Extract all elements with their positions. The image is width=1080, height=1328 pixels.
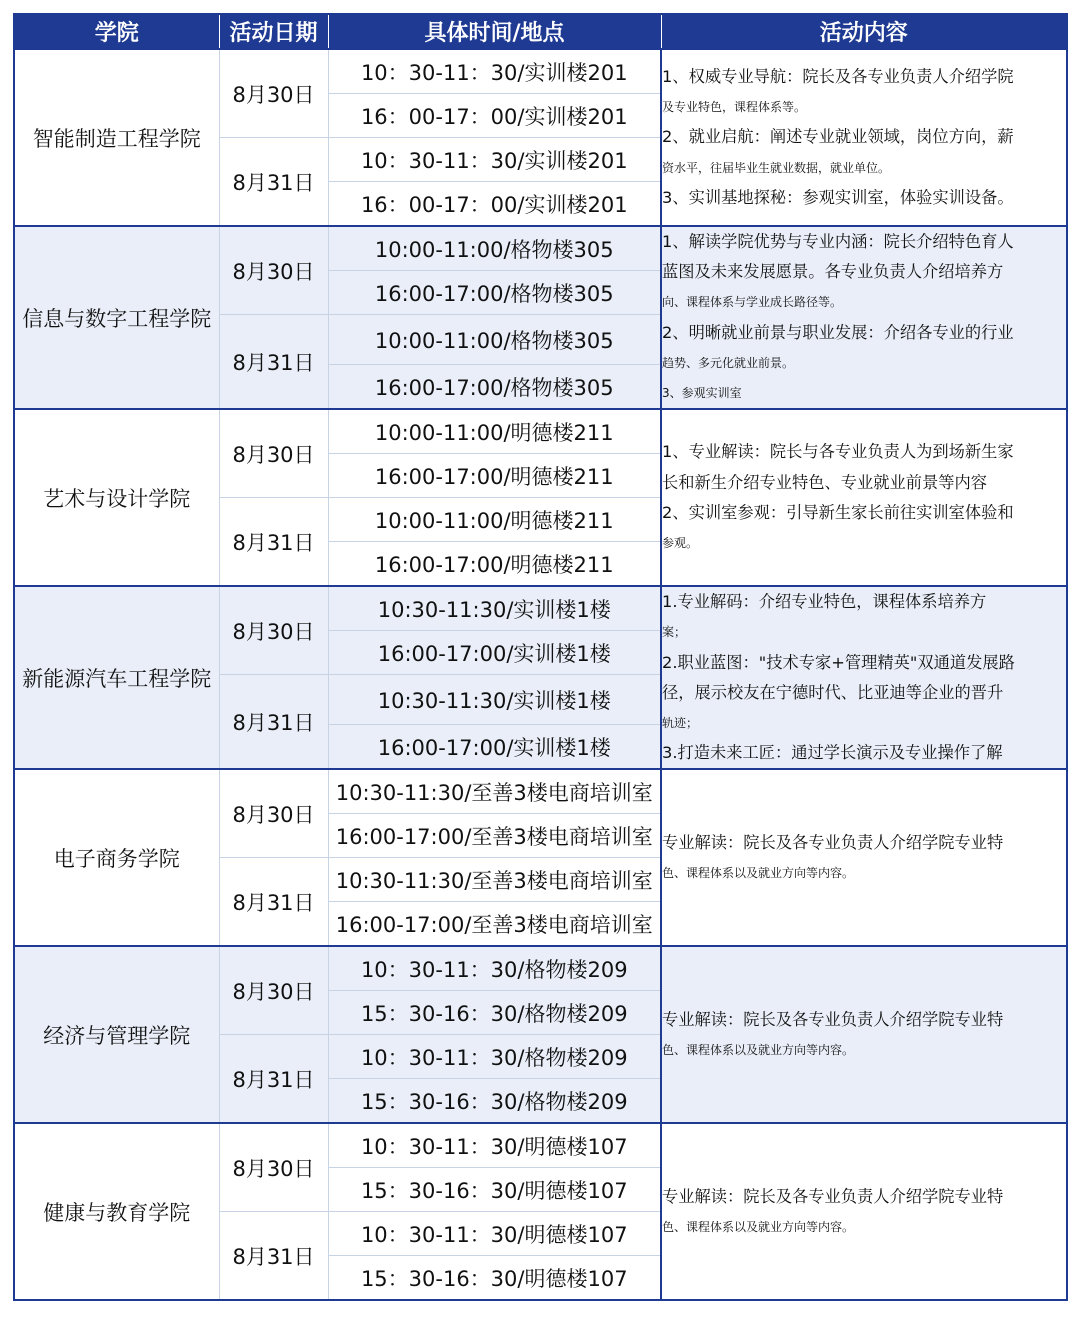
schedule-table [13, 13, 1068, 1301]
time-place-cell: 15：30-16：30/格物楼209 [328, 991, 661, 1035]
date-cell: 8月30日 [219, 409, 328, 498]
header-date: 活动日期 [219, 14, 328, 49]
time-place-cell: 10:00-11:00/明德楼211 [328, 409, 661, 454]
content-line: 3、参观实训室 [662, 386, 742, 401]
time-place-cell: 10：30-11：30/实训楼201 [328, 138, 661, 182]
college-cell: 经济与管理学院 [14, 946, 219, 1123]
time-place-cell: 16:00-17:00/格物楼305 [328, 271, 661, 315]
content-line: 2、就业启航：阐述专业就业领域，岗位方向，薪 [662, 127, 1014, 147]
time-place-cell: 15：30-16：30/明德楼107 [328, 1168, 661, 1212]
content-line: 3、实训基地探秘：参观实训室，体验实训设备。 [662, 187, 1014, 207]
content-line: 色、课程体系以及就业方向等内容。 [662, 1219, 855, 1234]
date-cell: 8月31日 [219, 315, 328, 410]
table-row [14, 49, 1067, 94]
date-cell: 8月31日 [219, 675, 328, 770]
content-line: 专业解读：院长及各专业负责人介绍学院专业特 [662, 1186, 1004, 1206]
date-cell: 8月30日 [219, 49, 328, 138]
date-cell: 8月31日 [219, 138, 328, 227]
time-place-cell: 16:00-17:00/至善3楼电商培训室 [328, 814, 661, 858]
table-row [14, 946, 1067, 991]
date-cell: 8月30日 [219, 946, 328, 1035]
header-content: 活动内容 [661, 14, 1067, 49]
college-cell: 艺术与设计学院 [14, 409, 219, 586]
content-line: 长和新生介绍专业特色、专业就业前景等内容 [662, 472, 987, 492]
content-line: 趋势、多元化就业前景。 [662, 355, 795, 370]
college-cell: 信息与数字工程学院 [14, 226, 219, 409]
content-line: 色、课程体系以及就业方向等内容。 [662, 1042, 855, 1057]
date-cell: 8月31日 [219, 498, 328, 587]
table-row [14, 409, 1067, 454]
time-place-cell: 10:30-11:30/至善3楼电商培训室 [328, 769, 661, 814]
content-line: 蓝图及未来发展愿景。各专业负责人介绍培养方 [662, 262, 1004, 282]
content-line: 2、实训室参观：引导新生家长前往实训室体验和 [662, 502, 1014, 522]
time-place-cell: 15：30-16：30/格物楼209 [328, 1079, 661, 1124]
content-cell [661, 49, 1067, 226]
header-college: 学院 [14, 14, 219, 49]
time-place-cell: 15：30-16：30/明德楼107 [328, 1256, 661, 1301]
content-line: 专业解读：院长及各专业负责人介绍学院专业特 [662, 1009, 1004, 1029]
date-cell: 8月31日 [219, 858, 328, 947]
header-time-place: 具体时间/地点 [328, 14, 661, 49]
time-place-cell: 10：30-11：30/明德楼107 [328, 1123, 661, 1168]
time-place-cell: 16:00-17:00/明德楼211 [328, 454, 661, 498]
time-place-cell: 16:00-17:00/格物楼305 [328, 365, 661, 410]
college-cell: 新能源汽车工程学院 [14, 586, 219, 769]
time-place-cell: 16：00-17：00/实训楼201 [328, 182, 661, 227]
content-cell [661, 409, 1067, 586]
date-cell: 8月30日 [219, 226, 328, 315]
content-line: 1、专业解读：院长与各专业负责人为到场新生家 [662, 442, 1014, 462]
college-cell: 健康与教育学院 [14, 1123, 219, 1300]
content-line: 2、明晰就业前景与职业发展：介绍各专业的行业 [662, 322, 1014, 342]
content-line: 及专业特色，课程体系等。 [662, 100, 807, 115]
content-line: 向、课程体系与学业成长路径等。 [662, 295, 843, 310]
time-place-cell: 10：30-11：30/格物楼209 [328, 1035, 661, 1079]
time-place-cell: 10：30-11：30/明德楼107 [328, 1212, 661, 1256]
college-cell: 智能制造工程学院 [14, 49, 219, 226]
schedule-body [14, 49, 1067, 1300]
time-place-cell: 10：30-11：30/实训楼201 [328, 49, 661, 94]
time-place-cell: 16:00-17:00/明德楼211 [328, 542, 661, 587]
time-place-cell: 10:00-11:00/明德楼211 [328, 498, 661, 542]
time-place-cell: 10:00-11:00/格物楼305 [328, 315, 661, 365]
content-cell [661, 769, 1067, 946]
content-line: 参观。 [662, 535, 699, 550]
content-line: 案； [662, 625, 687, 640]
college-cell: 电子商务学院 [14, 769, 219, 946]
content-cell [661, 946, 1067, 1123]
table-row [14, 1123, 1067, 1168]
table-row [14, 226, 1067, 271]
time-place-cell: 10：30-11：30/格物楼209 [328, 946, 661, 991]
content-line: 资水平，往届毕业生就业数据，就业单位。 [662, 160, 891, 175]
date-cell: 8月31日 [219, 1212, 328, 1301]
content-line: 轨迹； [662, 716, 699, 731]
date-cell: 8月30日 [219, 769, 328, 858]
content-line: 1、解读学院优势与专业内涵：院长介绍特色育人 [662, 232, 1014, 251]
time-place-cell: 16:00-17:00/至善3楼电商培训室 [328, 902, 661, 947]
time-place-cell: 10:30-11:30/至善3楼电商培训室 [328, 858, 661, 902]
content-cell [661, 226, 1067, 409]
time-place-cell: 10:30-11:30/实训楼1楼 [328, 675, 661, 725]
date-cell: 8月31日 [219, 1035, 328, 1124]
time-place-cell: 16：00-17：00/实训楼201 [328, 94, 661, 138]
content-line: 色、课程体系以及就业方向等内容。 [662, 865, 855, 880]
header-row [14, 14, 1067, 49]
content-line: 径，展示校友在宁德时代、比亚迪等企业的晋升 [662, 682, 1004, 702]
content-cell [661, 1123, 1067, 1300]
time-place-cell: 10:30-11:30/实训楼1楼 [328, 586, 661, 631]
content-cell [661, 586, 1067, 769]
content-line: 3.打造未来工匠：通过学长演示及专业操作了解 [662, 743, 1003, 763]
time-place-cell: 16:00-17:00/实训楼1楼 [328, 725, 661, 770]
date-cell: 8月30日 [219, 1123, 328, 1212]
time-place-cell: 16:00-17:00/实训楼1楼 [328, 631, 661, 675]
content-line: 2.职业蓝图："技术专家+管理精英"双通道发展路 [662, 652, 1015, 672]
content-line: 专业解读：院长及各专业负责人介绍学院专业特 [662, 832, 1004, 852]
table-row [14, 586, 1067, 631]
table-row [14, 769, 1067, 814]
date-cell: 8月30日 [219, 586, 328, 675]
content-line: 1、权威专业导航：院长及各专业负责人介绍学院 [662, 66, 1014, 86]
content-line: 1.专业解码：介绍专业特色，课程体系培养方 [662, 592, 987, 612]
time-place-cell: 10:00-11:00/格物楼305 [328, 226, 661, 271]
